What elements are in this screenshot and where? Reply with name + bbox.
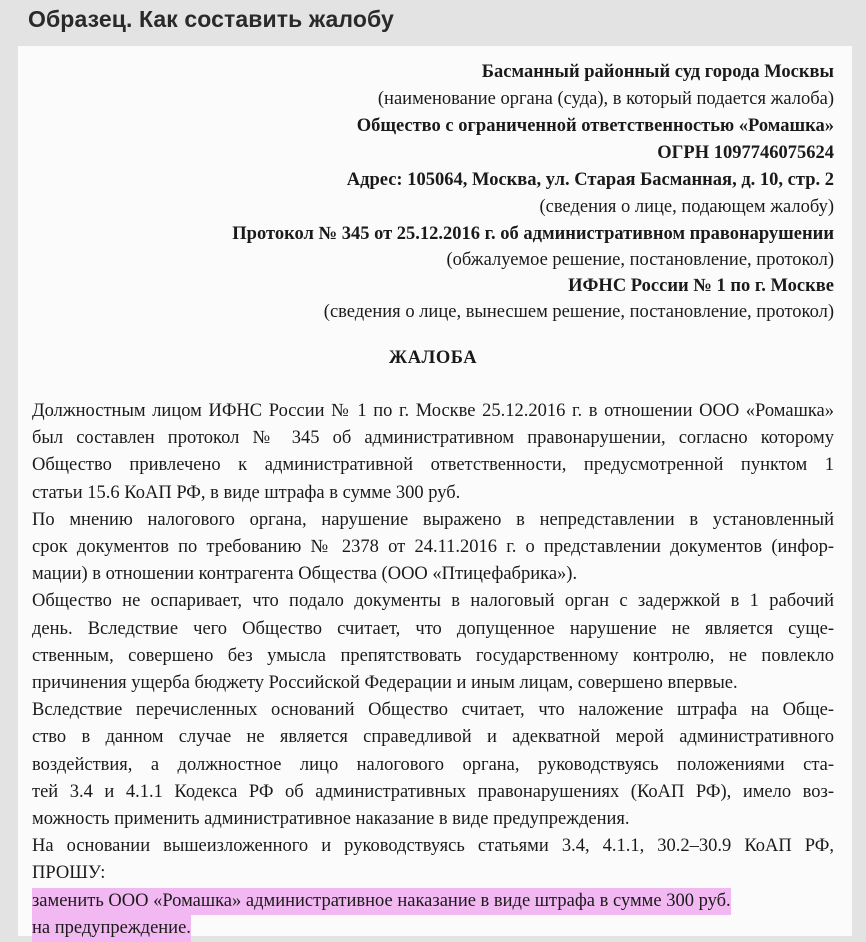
body-line: На основании вышеизложенного и руководствуясь статьями 3.4, 4.1.1, 30.2–30.9 КоАП РФ, <box>32 836 834 857</box>
body-line: Должностным лицом ИФНС России № 1 по г. Москве 25.12.2016 г. в отношении ООО «Ромашка» <box>32 401 834 421</box>
protocol-note: (обжалуемое решение, постановление, протокол) <box>446 250 834 270</box>
court-name: Басманный районный суд города Москвы <box>481 62 834 82</box>
body-line: Общество не оспаривает, что подало документы в налоговый орган с задержкой в 1 рабочий <box>32 591 834 612</box>
authority-note: (сведения о лице, вынесшем решение, постановление, протокол) <box>323 302 834 322</box>
authority-name: ИФНС России № 1 по г. Москве <box>568 276 834 296</box>
body-line: ПРОШУ: <box>32 863 106 884</box>
body-line: Общество привлечено к административной ответственности, предусмотренной пунктом 1 <box>32 455 834 476</box>
company-name: Общество с ограниченной ответственностью «Ромашка» <box>356 116 834 136</box>
court-note: (наименование органа (суда), в который подается жалоба) <box>377 89 834 109</box>
protocol-info: Протокол № 345 от 25.12.2016 г. об административном правонарушении <box>232 224 834 244</box>
body-line: срок документов по требованию № 2378 от 24.11.2016 г. о представлении документов (инфор- <box>32 537 834 558</box>
complaint-heading: ЖАЛОБА <box>388 348 478 368</box>
body-line: день. Вследствие чего Общество считает, что допущенное нарушение не является суще- <box>32 618 834 639</box>
body-line: мации) в отношении контрагента Общества (ООО «Птицефабрика»). <box>32 564 578 585</box>
company-ogrn: ОГРН 1097746075624 <box>657 143 834 163</box>
body-line: Вследствие перечисленных оснований Общество считает, что наложение штрафа на Обще- <box>32 700 834 721</box>
body-line: причинения ущерба бюджету Российской Федерации и иным лицам, совершено впервые. <box>32 673 738 694</box>
company-address: Адрес: 105064, Москва, ул. Старая Басманная, д. 10, стр. 2 <box>346 170 834 190</box>
body-line: ство в данном случае не является справедливой и адекватной мерой административного <box>32 727 834 748</box>
company-note: (сведения о лице, подающем жалобу) <box>539 197 834 217</box>
body-line: По мнению налогового органа, нарушение выражено в непредставлении в установленный <box>32 509 834 530</box>
body-line: ственным, совершено без умысла препятствовать государственному контролю, не повлекло <box>32 645 834 666</box>
body-line: можность применить административное наказание в виде предупреждения. <box>32 809 630 830</box>
complaint-body <box>32 398 834 942</box>
page-title: Образец. Как составить жалобу <box>28 6 394 32</box>
body-line: воздействия, а должностное лицо налогового органа, руководствуясь положениями ста- <box>32 754 834 775</box>
body-line: статьи 15.6 КоАП РФ, в виде штрафа в сумме 300 руб. <box>32 482 461 503</box>
body-line: тей 3.4 и 4.1.1 Кодекса РФ об административных правонарушениях (КоАП РФ), имело воз- <box>32 781 834 802</box>
body-line: был составлен протокол № 345 об административном правонарушении, согласно которому <box>32 428 834 449</box>
highlighted-request-line: заменить ООО «Ромашка» административное наказание в виде штрафа в сумме 300 руб. <box>32 888 731 915</box>
highlighted-request-line: на предупреждение. <box>32 915 191 942</box>
